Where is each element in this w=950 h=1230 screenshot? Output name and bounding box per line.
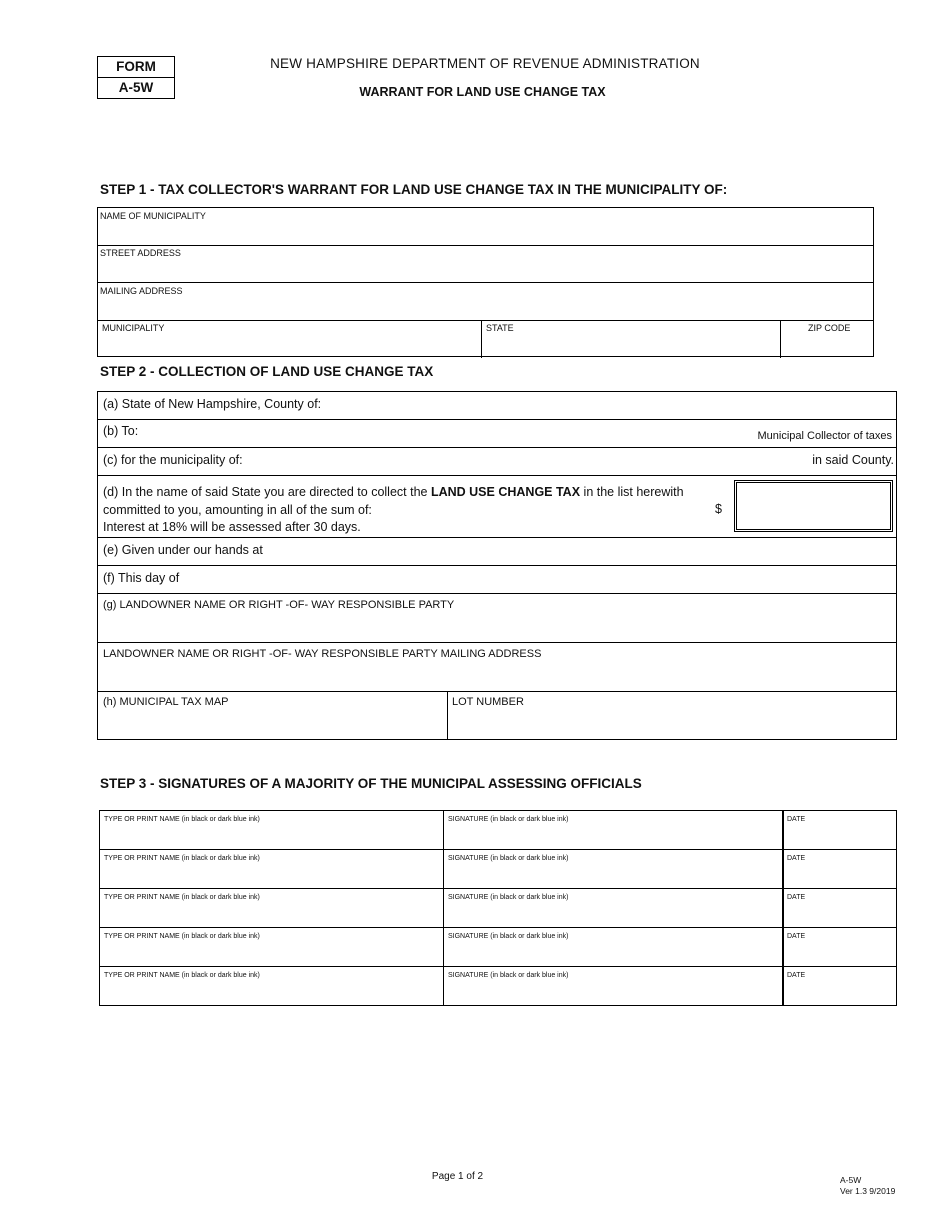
municipality-field[interactable] [98,320,481,357]
signature-label: SIGNATURE (in black or dark blue ink) [448,816,569,823]
signature-label: SIGNATURE (in black or dark blue ink) [448,894,569,901]
directive-line2: committed to you, amounting in all of the sum of: [103,502,372,517]
version-block [840,1175,895,1197]
municipality-for-field[interactable] [98,448,896,476]
sum-amount-input[interactable] [734,480,893,532]
date-field[interactable] [784,928,896,966]
signature-field[interactable] [444,850,782,888]
mailing-address-field[interactable] [98,283,873,321]
street-address-label: STREET ADDRESS [100,248,181,258]
mailing-address-label: MAILING ADDRESS [100,286,183,296]
landowner-name-field[interactable] [98,594,896,643]
signature-field[interactable] [444,889,782,927]
collector-label: Municipal Collector of taxes [757,430,892,442]
county-label: (a) State of New Hampshire, County of: [103,397,322,411]
print-name-field[interactable] [100,850,443,888]
date-field[interactable] [784,889,896,927]
form-number: A-5W [118,80,154,95]
directive-text-bold: LAND USE CHANGE TAX [430,485,581,499]
signature-field[interactable] [444,967,782,1005]
interest-note: Interest at 18% will be assessed after 30 days. [103,520,361,534]
print-name-label: TYPE OR PRINT NAME (in black or dark blue ink) [104,816,260,823]
signature-row [100,811,896,850]
state-label: STATE [486,323,514,333]
print-name-label: TYPE OR PRINT NAME (in black or dark blue ink) [104,894,260,901]
directive-text-pre: (d) In the name of said State you are directed to collect the [103,485,431,499]
sum-amount-inner [736,482,891,530]
given-at-label: (e) Given under our hands at [103,543,263,557]
print-name-field[interactable] [100,811,443,849]
tax-map-field[interactable] [98,692,447,739]
date-label: DATE [787,972,806,979]
print-name-field[interactable] [100,928,443,966]
county-field[interactable] [98,392,896,420]
signature-table [99,810,897,1006]
signature-field[interactable] [444,928,782,966]
directive-row [98,476,896,538]
version-text: Ver 1.3 9/2019 [840,1186,896,1196]
to-label: (b) To: [103,424,139,438]
signature-row [100,850,896,889]
signature-row [100,928,896,967]
form-code: A-5W [840,1175,862,1185]
date-field[interactable] [784,811,896,849]
to-field[interactable] [98,420,896,448]
date-label: DATE [787,855,806,862]
date-field[interactable] [784,967,896,1005]
city-state-zip-row [98,320,873,358]
day-of-field[interactable] [98,566,896,594]
municipality-label: MUNICIPALITY [102,323,165,333]
date-field[interactable] [784,850,896,888]
signature-label: SIGNATURE (in black or dark blue ink) [448,933,569,940]
agency-name: NEW HAMPSHIRE DEPARTMENT OF REVENUE ADMINISTRATION [270,56,700,71]
zip-code-field[interactable] [781,320,874,357]
signature-row [100,889,896,928]
form-label: FORM [98,57,174,78]
landowner-name-label: (g) LANDOWNER NAME OR RIGHT -OF- WAY RESPONSIBLE PARTY [103,599,455,611]
zip-code-label: ZIP CODE [808,323,851,333]
document-title: WARRANT FOR LAND USE CHANGE TAX [359,85,606,99]
print-name-label: TYPE OR PRINT NAME (in black or dark blue ink) [104,972,260,979]
municipality-name-field[interactable] [98,208,873,246]
signature-label: SIGNATURE (in black or dark blue ink) [448,855,569,862]
step1-table [97,207,874,357]
print-name-field[interactable] [100,889,443,927]
print-name-field[interactable] [100,967,443,1005]
given-at-field[interactable] [98,538,896,566]
signature-row [100,967,896,1006]
lot-number-field[interactable] [448,692,896,739]
landowner-address-label: LANDOWNER NAME OR RIGHT -OF- WAY RESPONSIBLE PARTY MAILING ADDRESS [103,648,542,660]
signature-label: SIGNATURE (in black or dark blue ink) [448,972,569,979]
step2-table [97,391,897,740]
step3-heading: STEP 3 - SIGNATURES OF A MAJORITY OF THE MUNICIPAL ASSESSING OFFICIALS [100,776,642,791]
directive-text-post: in the list herewith [580,485,684,499]
page-number: Page 1 of 2 [431,1171,484,1182]
municipality-name-label: NAME OF MUNICIPALITY [100,211,206,221]
day-of-label: (f) This day of [103,571,180,585]
print-name-label: TYPE OR PRINT NAME (in black or dark blue ink) [104,855,260,862]
lot-number-label: LOT NUMBER [452,696,524,708]
landowner-address-field[interactable] [98,643,896,692]
signature-field[interactable] [444,811,782,849]
state-field[interactable] [482,320,780,357]
date-label: DATE [787,933,806,940]
county-suffix-label: in said County. [812,453,894,467]
print-name-label: TYPE OR PRINT NAME (in black or dark blue ink) [104,933,260,940]
tax-map-label: (h) MUNICIPAL TAX MAP [103,696,229,708]
date-label: DATE [787,894,806,901]
step1-heading: STEP 1 - TAX COLLECTOR'S WARRANT FOR LAND USE CHANGE TAX IN THE MUNICIPALITY OF: [100,182,728,197]
step2-heading: STEP 2 - COLLECTION OF LAND USE CHANGE TAX [100,364,434,379]
municipality-for-label: (c) for the municipality of: [103,453,243,467]
date-label: DATE [787,816,806,823]
street-address-field[interactable] [98,245,873,283]
directive-text [103,484,684,537]
dollar-sign: $ [715,502,722,516]
